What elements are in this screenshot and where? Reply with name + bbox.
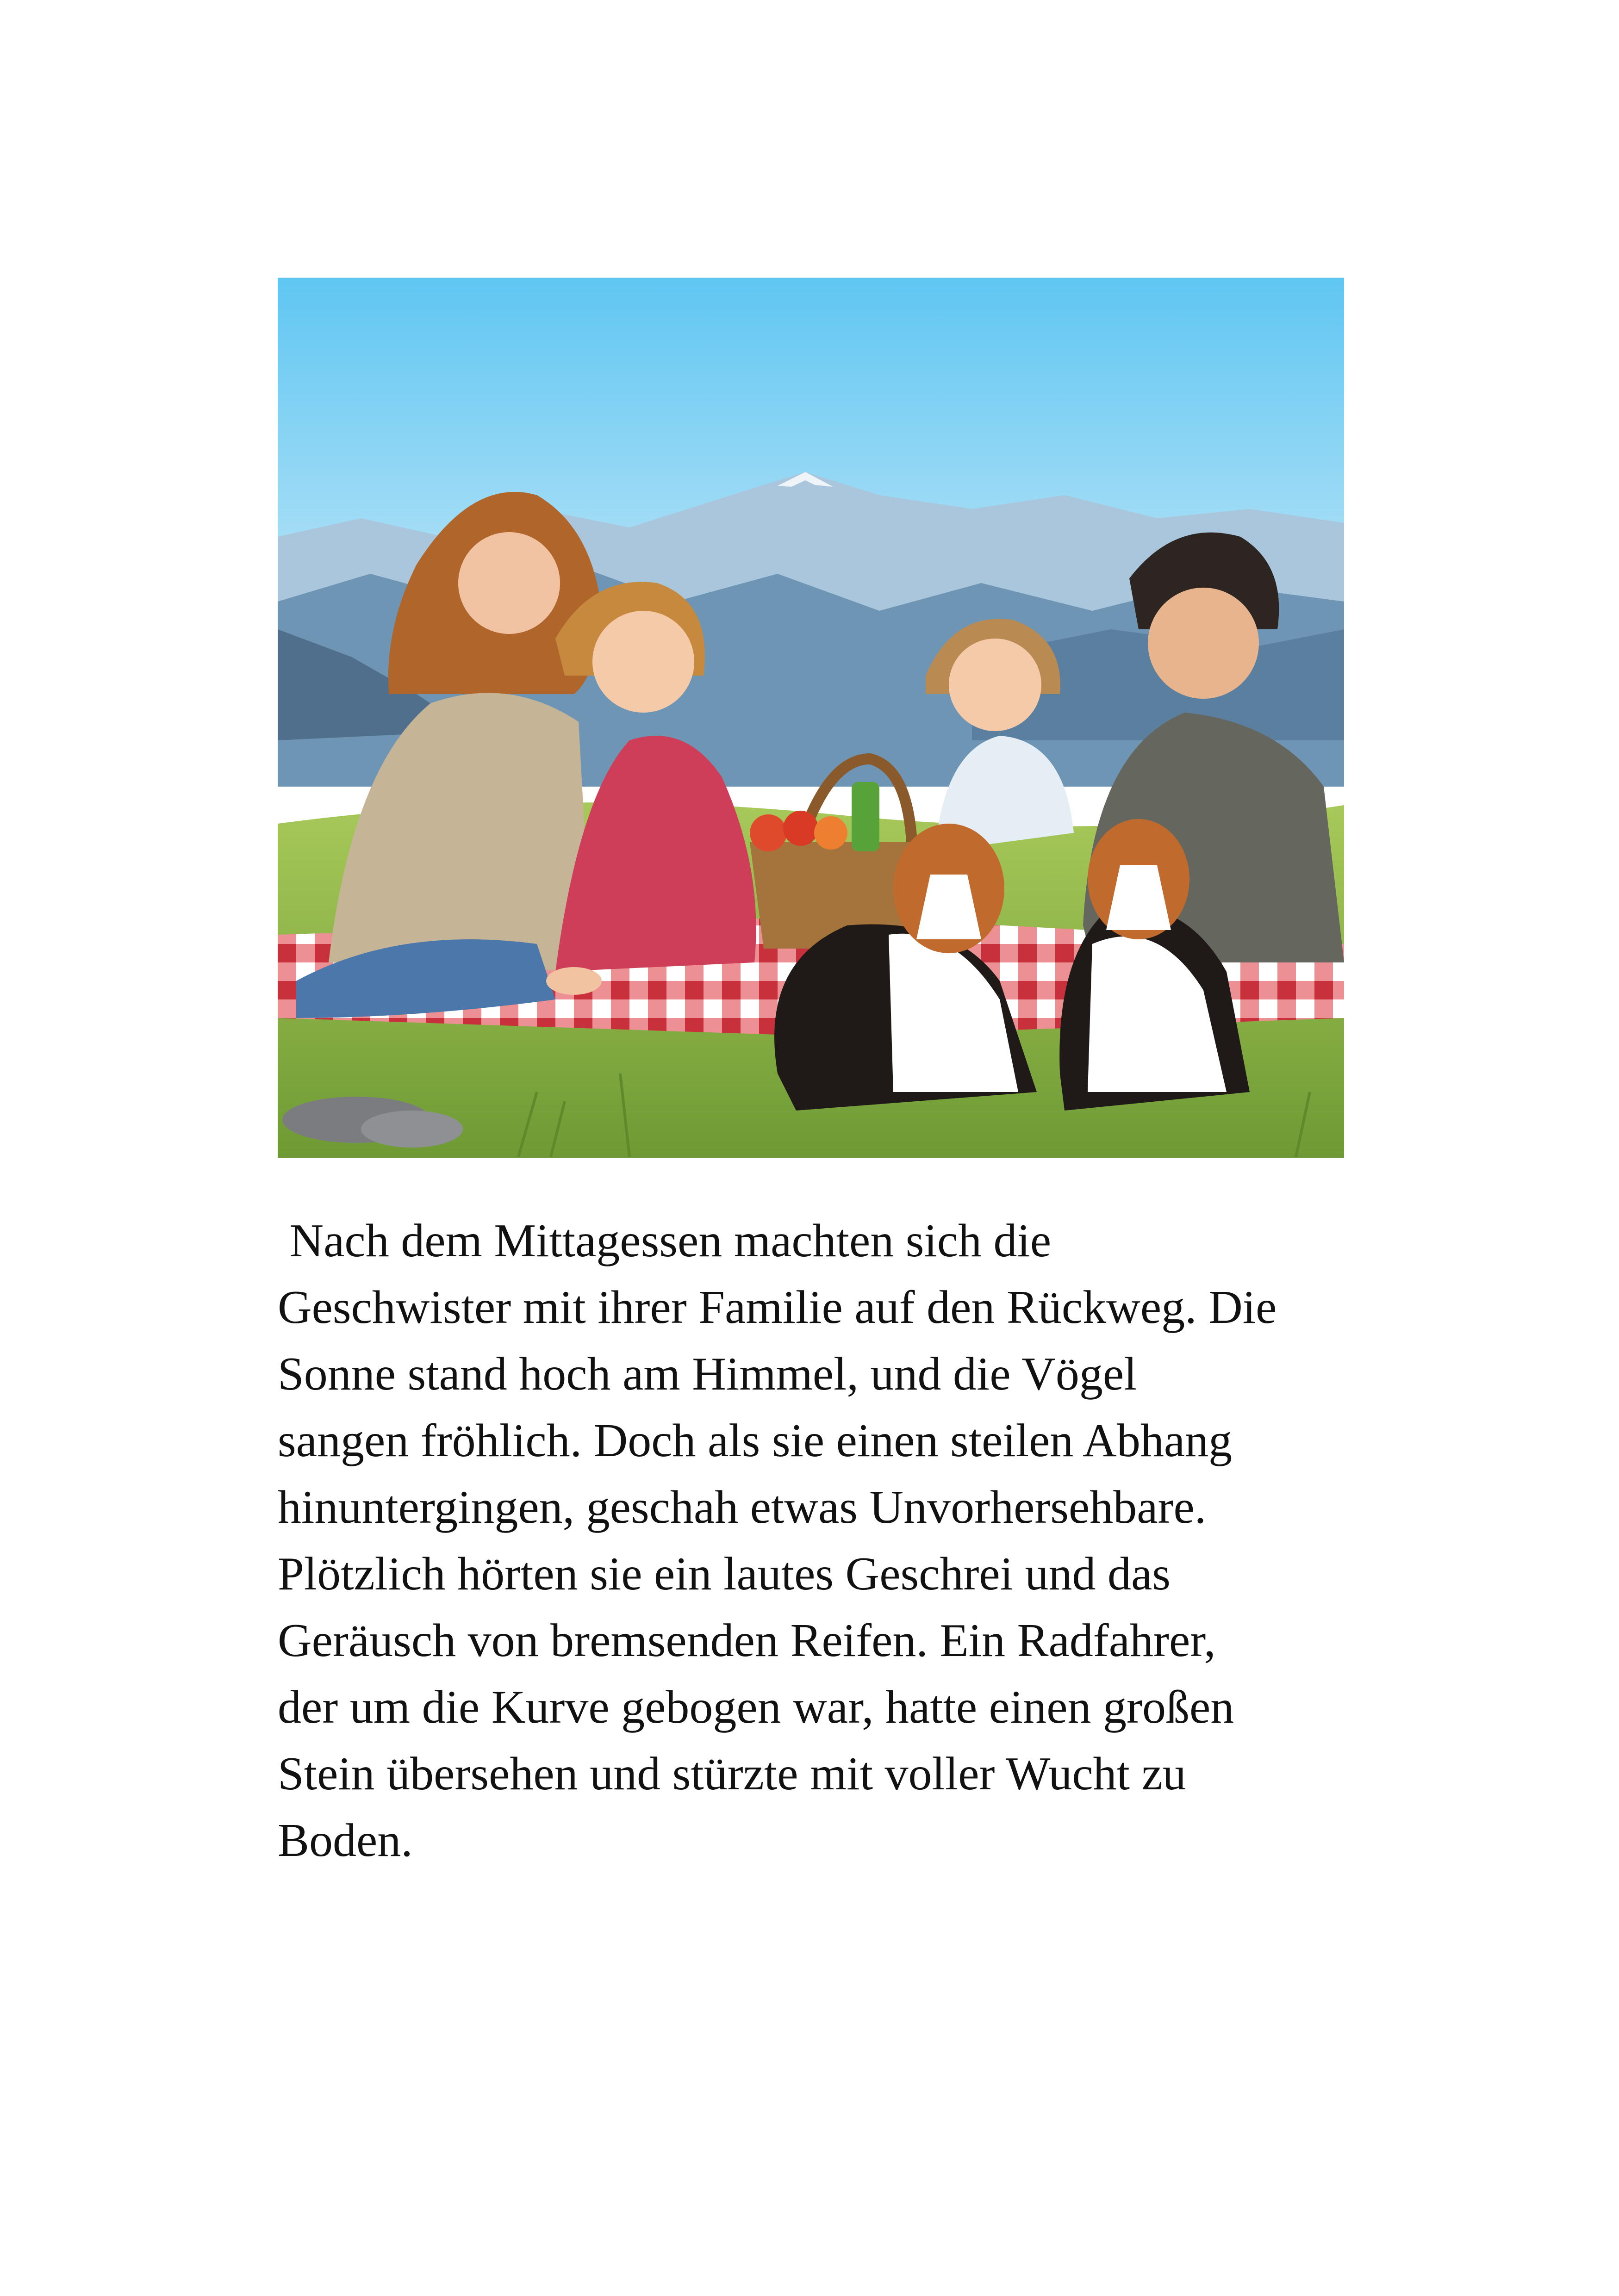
story-text bbox=[278, 1208, 1356, 1874]
story-line: Boden. bbox=[278, 1814, 413, 1867]
story-line: hinuntergingen, geschah etwas Unvorhersehbare. bbox=[278, 1481, 1207, 1533]
story-line: Geräusch von bremsenden Reifen. Ein Radfahrer, bbox=[278, 1614, 1216, 1667]
story-line: Geschwister mit ihrer Familie auf den Rückweg. Die bbox=[278, 1281, 1277, 1334]
picnic-basket bbox=[750, 759, 926, 949]
picnic-illustration bbox=[278, 278, 1344, 1158]
story-line: sangen fröhlich. Doch als sie einen steilen Abhang bbox=[278, 1415, 1233, 1467]
story-line: Sonne stand hoch am Himmel, und die Vögel bbox=[278, 1348, 1137, 1400]
story-line: der um die Kurve gebogen war, hatte einen großen bbox=[278, 1681, 1234, 1733]
story-line: Nach dem Mittagessen machten sich die bbox=[278, 1215, 1052, 1267]
story-line: Stein übersehen und stürzte mit voller Wucht zu bbox=[278, 1748, 1186, 1800]
story-line: Plötzlich hörten sie ein lautes Geschrei und das bbox=[278, 1548, 1171, 1600]
